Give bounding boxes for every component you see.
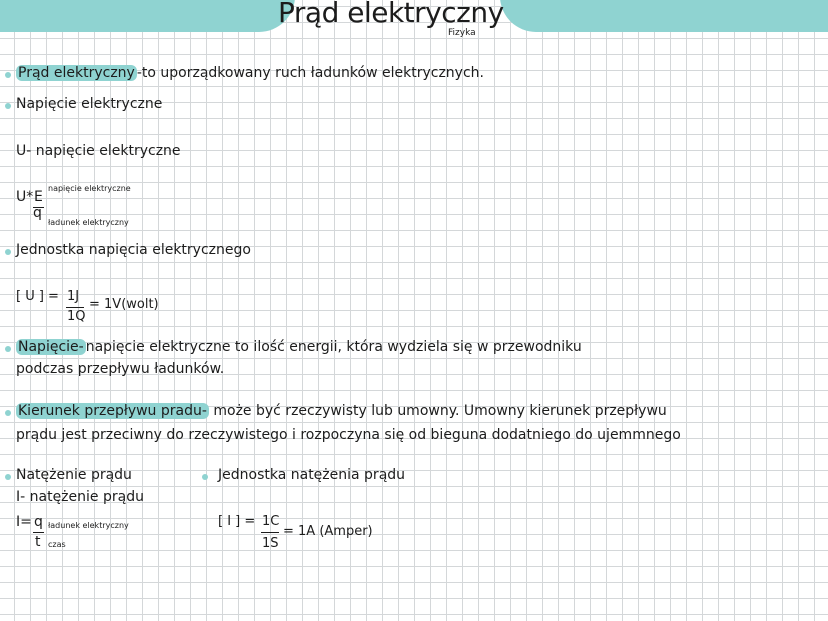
formula-current-numerator: q (34, 514, 43, 530)
unit-voltage-denominator: 1Q (67, 309, 86, 324)
term-highlight: Prąd elektryczny (18, 65, 135, 81)
bullet-dot (5, 103, 11, 109)
definition-text: napięcie elektryczne to ilość energii, która wydziela się w przewodniku (85, 339, 582, 355)
formula-current-denominator: t (35, 534, 41, 550)
unit-current-denominator: 1S (262, 536, 279, 551)
bullet-dot (5, 72, 11, 78)
definition-current (16, 65, 484, 81)
definition-voltage (16, 339, 582, 355)
bullet-dot (202, 474, 208, 480)
term-highlight: Kierunek przepływu pradu- (18, 403, 207, 419)
heading-current-unit: Jednostka natężenia prądu (218, 467, 406, 483)
unit-current-numerator: 1C (262, 514, 280, 529)
definition-direction-cont: prądu jest przeciwny do rzeczywistego i rozpoczyna się od bieguna dodatniego do ujemmnego (16, 427, 681, 443)
header-banner-left (0, 0, 295, 32)
fraction-line (261, 532, 279, 533)
unit-voltage-result: = 1V(wolt) (89, 297, 159, 312)
formula-voltage-denominator: q (33, 205, 42, 221)
formula-voltage-lhs: U* (16, 189, 34, 205)
formula-voltage-numerator: E (34, 189, 43, 205)
bullet-dot (5, 249, 11, 255)
annotation-charge: ładunek elektryczny (48, 521, 129, 530)
definition-voltage-cont: podczas przepływu ładunków. (16, 361, 225, 377)
term-highlight: Napięcie- (18, 339, 84, 355)
unit-voltage-numerator: 1J (67, 289, 80, 304)
bullet-dot (5, 410, 11, 416)
fraction-line (66, 307, 84, 308)
page-title: Prąd elektryczny (278, 0, 504, 29)
annotation-time: czas (48, 540, 66, 549)
definition-direction (16, 403, 667, 419)
unit-current-result: = 1A (Amper) (283, 524, 373, 539)
unit-current-lhs: [ I ] = (218, 514, 256, 529)
formula-current-lhs: I= (16, 514, 32, 530)
current-symbol-line: I- natężenie prądu (16, 489, 144, 505)
annotation-charge: ładunek elektryczny (48, 218, 129, 227)
header-banner-right (500, 0, 828, 32)
bullet-dot (5, 474, 11, 480)
definition-text: może być rzeczywisty lub umowny. Umowny kierunek przepływu (208, 403, 667, 419)
unit-voltage-lhs: [ U ] = (16, 289, 59, 304)
bullet-dot (5, 346, 11, 352)
definition-text: -to uporządkowany ruch ładunków elektrycznych. (136, 65, 484, 81)
annotation-energy: napięcie elektryczne (48, 184, 131, 193)
page-subtitle: Fizyka (448, 28, 476, 38)
heading-voltage-unit: Jednostka napięcia elektrycznego (16, 242, 251, 258)
heading-current-intensity: Natężenie prądu (16, 467, 132, 483)
fraction-line (33, 532, 44, 533)
heading-voltage: Napięcie elektryczne (16, 96, 163, 112)
voltage-symbol-line: U- napięcie elektryczne (16, 143, 181, 159)
